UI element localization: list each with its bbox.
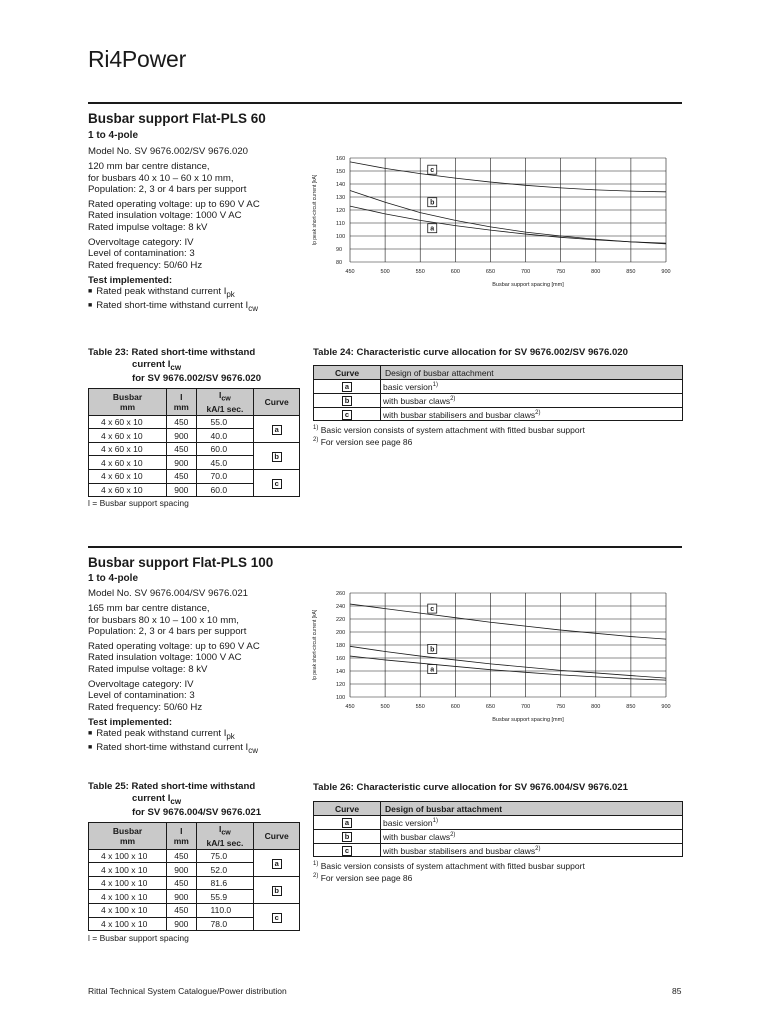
y-tick-label: 200 bbox=[336, 630, 346, 636]
col-header-icw: $I_{cw}$ kA/1 sec. bbox=[196, 389, 254, 416]
x-tick-label: 700 bbox=[520, 269, 531, 275]
col-header-curve: Curve bbox=[314, 802, 381, 816]
series-line-a bbox=[350, 206, 666, 243]
table-row: c with busbar stabilisers and busbar claws$^{2)}$ bbox=[314, 843, 683, 857]
spec-line: Population: 2, 3 or 4 bars per support bbox=[88, 183, 247, 195]
footnotes bbox=[313, 859, 585, 884]
spec-distance bbox=[88, 603, 298, 637]
table-row: 4 x 100 x 10 450 81.6 b bbox=[89, 876, 300, 890]
test-title: Test implemented: bbox=[88, 274, 173, 286]
chart-flat-pls-60 bbox=[306, 150, 676, 290]
y-tick-label: 100 bbox=[336, 234, 346, 240]
x-axis-label: Busbar support spacing [mm] bbox=[492, 282, 564, 288]
x-tick-label: 700 bbox=[520, 704, 531, 710]
curve-label-b: b bbox=[342, 832, 352, 842]
y-tick-label: 90 bbox=[336, 247, 343, 253]
x-tick-label: 900 bbox=[661, 269, 671, 275]
spec-line: Rated insulation voltage: 1000 V AC bbox=[88, 652, 242, 664]
spec-block bbox=[88, 588, 298, 757]
x-tick-label: 800 bbox=[591, 269, 601, 275]
x-tick-label: 850 bbox=[626, 269, 636, 275]
series-line-a bbox=[350, 656, 666, 680]
y-tick-label: 120 bbox=[336, 208, 346, 214]
curve-label-a: a bbox=[430, 225, 435, 233]
footnote: $^{1)}$ Basic version consists of system attachment with fitted busbar support bbox=[313, 424, 585, 435]
y-axis-label: Ip peak short-circuit current [kA] bbox=[312, 609, 318, 681]
x-tick-label: 750 bbox=[556, 704, 566, 710]
col-header-design: Design of busbar attachment bbox=[381, 802, 683, 816]
col-header-icw: $I_{cw}$ kA/1 sec. bbox=[196, 823, 254, 850]
y-tick-label: 110 bbox=[336, 221, 345, 227]
table-caption: Table 25: Rated short-time withstand current $I_{cw}$ for SV 9676.004/SV 9676.021 bbox=[88, 781, 262, 818]
curve-label-b: b bbox=[272, 452, 282, 462]
section-subtitle: 1 to 4-pole bbox=[88, 130, 139, 141]
footer-text: Rittal Technical System Catalogue/Power distribution bbox=[88, 986, 287, 996]
spec-line: Rated operating voltage: up to 690 V AC bbox=[88, 199, 260, 211]
curve-label-a: a bbox=[430, 666, 435, 674]
y-tick-label: 130 bbox=[336, 195, 346, 201]
table-row: 4 x 60 x 10 450 60.0 b bbox=[89, 442, 300, 456]
table-row: 4 x 100 x 10 900 78.0 bbox=[89, 917, 300, 931]
section-divider bbox=[88, 102, 682, 104]
rated-current-table bbox=[88, 388, 300, 497]
chart-flat-pls-100 bbox=[306, 585, 676, 725]
spec-line: Rated impulse voltage: 8 kV bbox=[88, 221, 208, 233]
x-tick-label: 550 bbox=[415, 704, 425, 710]
curve-label-a: a bbox=[342, 818, 352, 828]
curve-label-b: b bbox=[342, 396, 352, 406]
footnote: $^{1)}$ Basic version consists of system attachment with fitted busbar support bbox=[313, 860, 585, 871]
spec-line: Rated frequency: 50/60 Hz bbox=[88, 259, 203, 271]
curve-label-b: b bbox=[272, 886, 282, 896]
table-row: b with busbar claws$^{2)}$ bbox=[314, 829, 683, 843]
test-list bbox=[88, 728, 298, 756]
col-header-busbar: Busbar mm bbox=[89, 389, 167, 416]
col-header-curve: Curve bbox=[254, 823, 300, 850]
x-axis-label: Busbar support spacing [mm] bbox=[492, 717, 564, 723]
col-header-busbar: Busbar mm bbox=[89, 823, 167, 850]
table-row: 4 x 100 x 10 450 110.0 c bbox=[89, 904, 300, 918]
y-tick-label: 80 bbox=[336, 260, 343, 266]
y-tick-label: 120 bbox=[336, 682, 346, 688]
table-row: 4 x 60 x 10 450 55.0 a bbox=[89, 415, 300, 429]
table-row: a basic version$^{1)}$ bbox=[314, 380, 683, 394]
curve-label-c: c bbox=[430, 606, 435, 614]
x-tick-label: 500 bbox=[380, 704, 390, 710]
x-tick-label: 600 bbox=[450, 704, 460, 710]
curve-label-b: b bbox=[430, 646, 435, 654]
spec-distance bbox=[88, 161, 298, 195]
y-tick-label: 260 bbox=[336, 591, 346, 597]
spec-line: Rated insulation voltage: 1000 V AC bbox=[88, 210, 242, 222]
col-header-curve: Curve bbox=[254, 389, 300, 416]
spec-line: Overvoltage category: IV bbox=[88, 237, 194, 249]
spec-line: Level of contamination: 3 bbox=[88, 248, 195, 260]
section-divider bbox=[88, 546, 682, 548]
spec-line: 120 mm bar centre distance, bbox=[88, 161, 210, 173]
x-tick-label: 900 bbox=[661, 704, 671, 710]
test-item: ■ Rated peak withstand current $I_{pk}$ bbox=[88, 286, 298, 300]
curve-label-c: c bbox=[430, 167, 435, 175]
col-header-spacing: I mm bbox=[167, 823, 196, 850]
spec-line: Rated operating voltage: up to 690 V AC bbox=[88, 641, 260, 653]
curve-label-c: c bbox=[342, 846, 352, 856]
table-note: l = Busbar support spacing bbox=[88, 498, 189, 508]
table-row: 4 x 60 x 10 900 45.0 bbox=[89, 456, 300, 470]
y-tick-label: 140 bbox=[336, 182, 346, 188]
curve-label-c: c bbox=[272, 913, 282, 923]
curve-label-c: c bbox=[272, 479, 282, 489]
model-number: Model No. SV 9676.004/SV 9676.021 bbox=[88, 588, 249, 599]
page-number: 85 bbox=[672, 986, 682, 996]
brand-title: Ri4Power bbox=[88, 46, 187, 72]
table-caption: Table 24: Characteristic curve allocation for SV 9676.002/SV 9676.020 bbox=[313, 347, 628, 358]
spec-line: for busbars 80 x 10 – 100 x 10 mm, bbox=[88, 614, 239, 626]
spec-line: Overvoltage category: IV bbox=[88, 679, 194, 691]
curve-allocation-table bbox=[313, 365, 683, 421]
table-row: 4 x 100 x 10 900 55.9 bbox=[89, 890, 300, 904]
test-title: Test implemented: bbox=[88, 716, 173, 728]
footnote: $^{2)}$ For version see page 86 bbox=[313, 437, 413, 448]
x-tick-label: 600 bbox=[450, 269, 460, 275]
y-tick-label: 180 bbox=[336, 643, 346, 649]
spec-block bbox=[88, 146, 298, 315]
test-list bbox=[88, 286, 298, 314]
table-row: b with busbar claws$^{2)}$ bbox=[314, 393, 683, 407]
y-tick-label: 160 bbox=[336, 156, 346, 162]
col-header-curve: Curve bbox=[314, 366, 381, 380]
x-tick-label: 450 bbox=[345, 269, 355, 275]
table-note: l = Busbar support spacing bbox=[88, 933, 189, 943]
curve-label-c: c bbox=[342, 410, 352, 420]
col-header-design: Design of busbar attachment bbox=[381, 366, 683, 380]
spec-line: for busbars 40 x 10 – 60 x 10 mm, bbox=[88, 172, 234, 184]
table-caption: Table 26: Characteristic curve allocation for SV 9676.004/SV 9676.021 bbox=[313, 782, 628, 793]
spec-line: Population: 2, 3 or 4 bars per support bbox=[88, 625, 247, 637]
footnote: $^{2)}$ For version see page 86 bbox=[313, 873, 413, 884]
spec-rated bbox=[88, 641, 298, 675]
test-item: ■ Rated short-time withstand current $I_{cw}$ bbox=[88, 300, 298, 314]
spec-overvoltage bbox=[88, 237, 298, 271]
spec-overvoltage bbox=[88, 679, 298, 713]
x-tick-label: 450 bbox=[345, 704, 355, 710]
table-row: 4 x 60 x 10 900 40.0 bbox=[89, 429, 300, 443]
rated-current-table bbox=[88, 822, 300, 931]
y-tick-label: 240 bbox=[336, 604, 346, 610]
footnotes bbox=[313, 423, 585, 448]
curve-label-a: a bbox=[272, 859, 282, 869]
section-title: Busbar support Flat-PLS 100 bbox=[88, 555, 274, 570]
curve-label-a: a bbox=[272, 425, 282, 435]
section-subtitle: 1 to 4-pole bbox=[88, 573, 139, 584]
table-row: 4 x 100 x 10 900 52.0 bbox=[89, 863, 300, 877]
spec-line: Rated frequency: 50/60 Hz bbox=[88, 701, 203, 713]
table-row: a basic version$^{1)}$ bbox=[314, 816, 683, 830]
x-tick-label: 850 bbox=[626, 704, 636, 710]
x-tick-label: 650 bbox=[485, 704, 496, 710]
x-tick-label: 800 bbox=[591, 704, 601, 710]
curve-label-b: b bbox=[430, 199, 435, 207]
x-tick-label: 550 bbox=[415, 269, 425, 275]
spec-line: Level of contamination: 3 bbox=[88, 690, 195, 702]
curve-allocation-table bbox=[313, 801, 683, 857]
x-tick-label: 500 bbox=[380, 269, 390, 275]
table-row: 4 x 60 x 10 450 70.0 c bbox=[89, 470, 300, 484]
model-number: Model No. SV 9676.002/SV 9676.020 bbox=[88, 146, 249, 157]
section-title: Busbar support Flat-PLS 60 bbox=[88, 111, 266, 126]
col-header-spacing: I mm bbox=[167, 389, 196, 416]
y-tick-label: 140 bbox=[336, 669, 346, 675]
table-caption: Table 23: Rated short-time withstand current $I_{cw}$ for SV 9676.002/SV 9676.020 bbox=[88, 347, 262, 384]
table-row: c with busbar stabilisers and busbar claws$^{2)}$ bbox=[314, 407, 683, 421]
series-line-c bbox=[350, 162, 666, 192]
table-row: 4 x 60 x 10 900 60.0 bbox=[89, 483, 300, 497]
spec-line: Rated impulse voltage: 8 kV bbox=[88, 663, 208, 675]
series-line-b bbox=[350, 646, 666, 678]
y-tick-label: 220 bbox=[336, 617, 346, 623]
table-row: 4 x 100 x 10 450 75.0 a bbox=[89, 849, 300, 863]
y-tick-label: 160 bbox=[336, 656, 346, 662]
series-line-c bbox=[350, 604, 666, 639]
y-axis-label: Ip peak short-circuit current [kA] bbox=[312, 174, 318, 246]
x-tick-label: 750 bbox=[556, 269, 566, 275]
y-tick-label: 150 bbox=[336, 169, 346, 175]
test-item: ■ Rated peak withstand current $I_{pk}$ bbox=[88, 728, 298, 742]
test-item: ■ Rated short-time withstand current $I_{cw}$ bbox=[88, 742, 298, 756]
x-tick-label: 650 bbox=[485, 269, 496, 275]
y-tick-label: 100 bbox=[336, 695, 346, 701]
curve-label-a: a bbox=[342, 382, 352, 392]
spec-rated bbox=[88, 199, 298, 233]
spec-line: 165 mm bar centre distance, bbox=[88, 603, 210, 615]
